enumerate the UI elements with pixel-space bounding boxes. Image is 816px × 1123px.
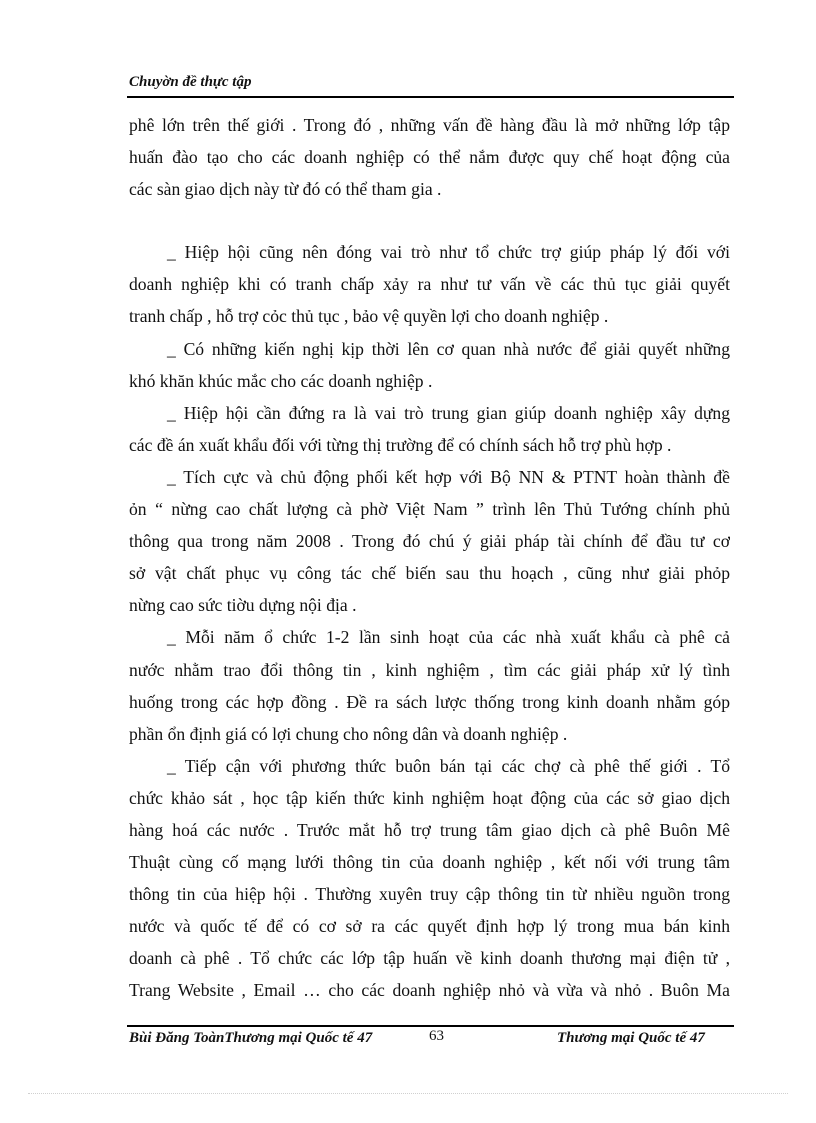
text-line: thông qua trong năm 2008 . Trong đó chú ý giải pháp tài chính để đầu tư cơ — [129, 531, 730, 552]
text-line: nừng cao sức tiờu dựng nội địa . — [129, 595, 357, 616]
text-line: khó khăn khúc mắc cho các doanh nghiệp . — [129, 370, 433, 391]
footer-author: Bùi Đăng Toàn — [129, 1030, 225, 1046]
text-line: tranh chấp , hỗ trợ cỏc thủ tục , bảo vệ quyền lợi cho doanh nghiệp . — [129, 306, 609, 327]
text-line: nước và quốc tế để có cơ sở ra các quyết định hợp lý trong mua bán kinh — [129, 916, 730, 937]
body-text — [129, 109, 730, 1007]
text-line: _ Hiệp hội cũng nên đóng vai trò như tổ chức trợ giúp pháp lý đối với — [167, 242, 730, 263]
text-line: _ Tiếp cận với phương thức buôn bán tại các chợ cà phê thế giới . Tổ — [167, 755, 730, 776]
text-line: hàng hoá các nước . Trước mắt hỗ trợ trung tâm giao dịch cà phê Buôn Mê — [129, 819, 730, 840]
text-line: sở vật chất phục vụ công tác chế biến sau thu hoạch , cũng như giải phỏp — [129, 563, 730, 584]
text-line: phê lớn trên thế giới . Trong đó , những vấn đề hàng đầu là mở những lớp tập — [129, 115, 730, 135]
text-line: _ Có những kiến nghị kịp thời lên cơ quan nhà nước để giải quyết những — [167, 338, 730, 359]
footer-divider — [127, 1025, 734, 1027]
paragraph-spacer — [129, 205, 730, 236]
page-bottom-border — [28, 1093, 788, 1094]
text-line: huấn đào tạo cho các doanh nghiệp có thể nắm được quy chế hoạt động của — [129, 147, 730, 168]
text-line: huống trong các hợp đồng . Đề ra sách lược thống trong kinh doanh nhằm góp — [129, 691, 730, 712]
text-line: thông tin của hiệp hội . Thường xuyên truy cập thông tin từ nhiều nguồn trong — [129, 884, 730, 905]
text-line: _ Mỗi năm ổ chức 1-2 lần sinh hoạt của các nhà xuất khẩu cà phê cả — [167, 627, 730, 648]
text-line: _ Hiệp hội cần đứng ra là vai trò trung gian giúp doanh nghiệp xây dựng — [167, 402, 730, 423]
text-line: các đề án xuất khẩu đối với từng thị trường để có chính sách hỗ trợ phù hợp . — [129, 434, 672, 455]
text-line: phần ổn định giá có lợi chung cho nông dân và doanh nghiệp . — [129, 723, 568, 744]
text-line: chức khảo sát , học tập kiến thức kinh nghiệm hoạt động của các sở giao dịch — [129, 787, 730, 808]
text-line: các sàn giao dịch này từ đó có thể tham gia . — [129, 179, 442, 200]
page-number: 63 — [429, 1028, 444, 1044]
text-line: Trang Website , Email … cho các doanh nghiệp nhỏ và vừa và nhỏ . Buôn Ma — [129, 980, 730, 1001]
text-line: doanh cà phê . Tổ chức các lớp tập huấn về kinh doanh thương mại điện tử , — [129, 948, 730, 969]
footer-class-left: Thương mại Quốc tế 47 — [224, 1030, 373, 1046]
text-line: ỏn “ nừng cao chất lượng cà phờ Việt Nam ” trình lên Thủ Tướng chính phủ — [129, 499, 730, 520]
text-line: _ Tích cực và chủ động phối kết hợp với Bộ NN & PTNT hoàn thành đề — [167, 466, 730, 487]
footer-left — [129, 1030, 372, 1047]
text-line: nước nhằm trao đổi thông tin , kinh nghiệm , tìm các giải pháp xử lý tình — [129, 659, 730, 680]
text-line: doanh nghiệp khi có tranh chấp xảy ra như tư vấn về các thủ tục giải quyết — [129, 274, 730, 295]
footer-class-right: Thương mại Quốc tế 47 — [557, 1030, 705, 1046]
text-line: Thuật cùng cố mạng lưới thông tin của doanh nghiệp , kết nối với trung tâm — [129, 852, 730, 873]
header-title: Chuyờn đề thực tập — [129, 74, 252, 90]
header-divider — [127, 96, 734, 98]
